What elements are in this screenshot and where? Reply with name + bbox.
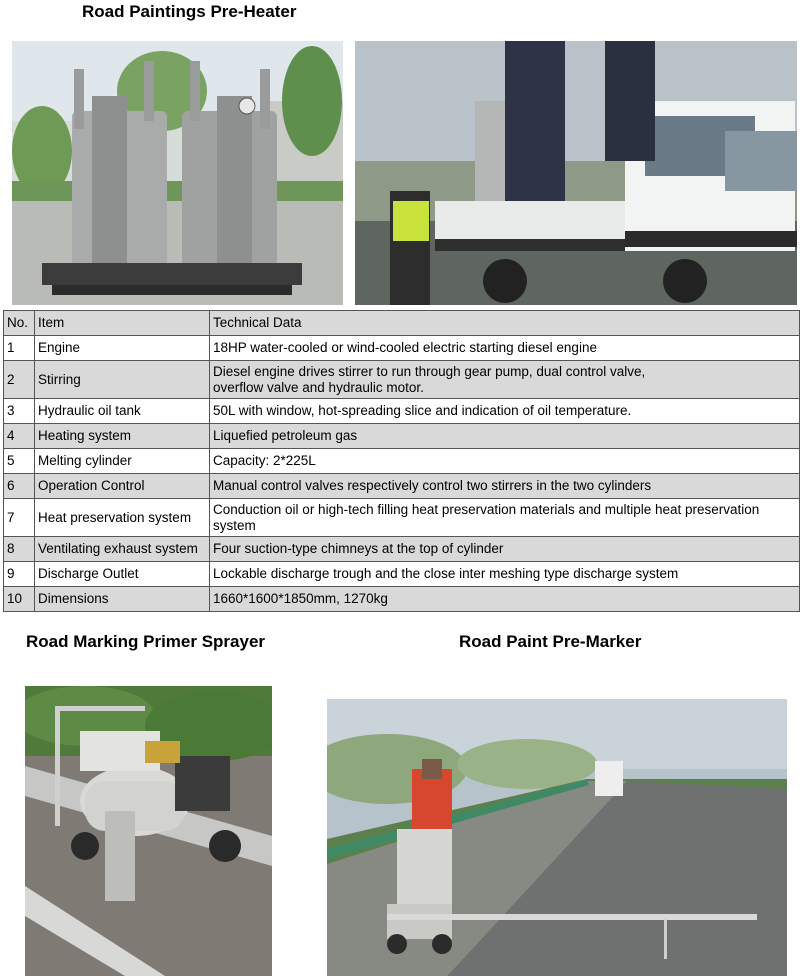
- row-data: Manual control valves respectively control two stirrers in the two cylinders: [210, 474, 800, 499]
- row-data: 1660*1600*1850mm, 1270kg: [210, 587, 800, 612]
- row-data: Liquefied petroleum gas: [210, 424, 800, 449]
- row-no: 5: [4, 449, 35, 474]
- row-no: 4: [4, 424, 35, 449]
- row-data: Four suction-type chimneys at the top of cylinder: [210, 537, 800, 562]
- photo-truck-mounted-heater: [355, 41, 797, 305]
- row-no: 3: [4, 399, 35, 424]
- row-no: 2: [4, 361, 35, 399]
- row-data-line: overflow valve and hydraulic motor.: [213, 379, 424, 395]
- row-item: Heating system: [35, 424, 210, 449]
- table-row: [4, 474, 800, 499]
- row-data: 18HP water-cooled or wind-cooled electric starting diesel engine: [210, 336, 800, 361]
- row-data: [210, 361, 800, 399]
- row-data: Capacity: 2*225L: [210, 449, 800, 474]
- table-row: [4, 424, 800, 449]
- row-item: Ventilating exhaust system: [35, 537, 210, 562]
- header-item: Item: [35, 311, 210, 336]
- row-data: 50L with window, hot-spreading slice and indication of oil temperature.: [210, 399, 800, 424]
- row-item: Engine: [35, 336, 210, 361]
- spec-table: [3, 310, 800, 612]
- table-row: [4, 399, 800, 424]
- row-item: Hydraulic oil tank: [35, 399, 210, 424]
- header-technical-data: Technical Data: [210, 311, 800, 336]
- row-no: 9: [4, 562, 35, 587]
- row-item: Stirring: [35, 361, 210, 399]
- photo-primer-sprayer: [25, 686, 272, 976]
- table-row: [4, 537, 800, 562]
- row-no: 8: [4, 537, 35, 562]
- table-row: [4, 499, 800, 537]
- table-row: [4, 449, 800, 474]
- header-no: No.: [4, 311, 35, 336]
- row-item: Melting cylinder: [35, 449, 210, 474]
- row-item: Operation Control: [35, 474, 210, 499]
- table-row: [4, 336, 800, 361]
- row-data-line: system: [213, 517, 256, 533]
- row-no: 10: [4, 587, 35, 612]
- row-data-line: Diesel engine drives stirrer to run through gear pump, dual control valve,: [213, 363, 646, 379]
- heading-primer-sprayer: Road Marking Primer Sprayer: [26, 632, 266, 651]
- heading-pre-marker: Road Paint Pre-Marker: [459, 632, 642, 651]
- row-item: Discharge Outlet: [35, 562, 210, 587]
- table-row: [4, 562, 800, 587]
- row-no: 7: [4, 499, 35, 537]
- table-header-row: [4, 311, 800, 336]
- row-data: [210, 499, 800, 537]
- row-item: Heat preservation system: [35, 499, 210, 537]
- table-row: [4, 361, 800, 399]
- heading-pre-heater: Road Paintings Pre-Heater: [82, 2, 297, 21]
- row-data-line: Conduction oil or high-tech filling heat preservation materials and multiple heat preservation: [213, 501, 760, 517]
- row-item: Dimensions: [35, 587, 210, 612]
- photo-pre-marker: [327, 699, 787, 976]
- table-row: [4, 587, 800, 612]
- photo-pre-heater: [12, 41, 343, 305]
- row-no: 6: [4, 474, 35, 499]
- row-no: 1: [4, 336, 35, 361]
- row-data: Lockable discharge trough and the close inter meshing type discharge system: [210, 562, 800, 587]
